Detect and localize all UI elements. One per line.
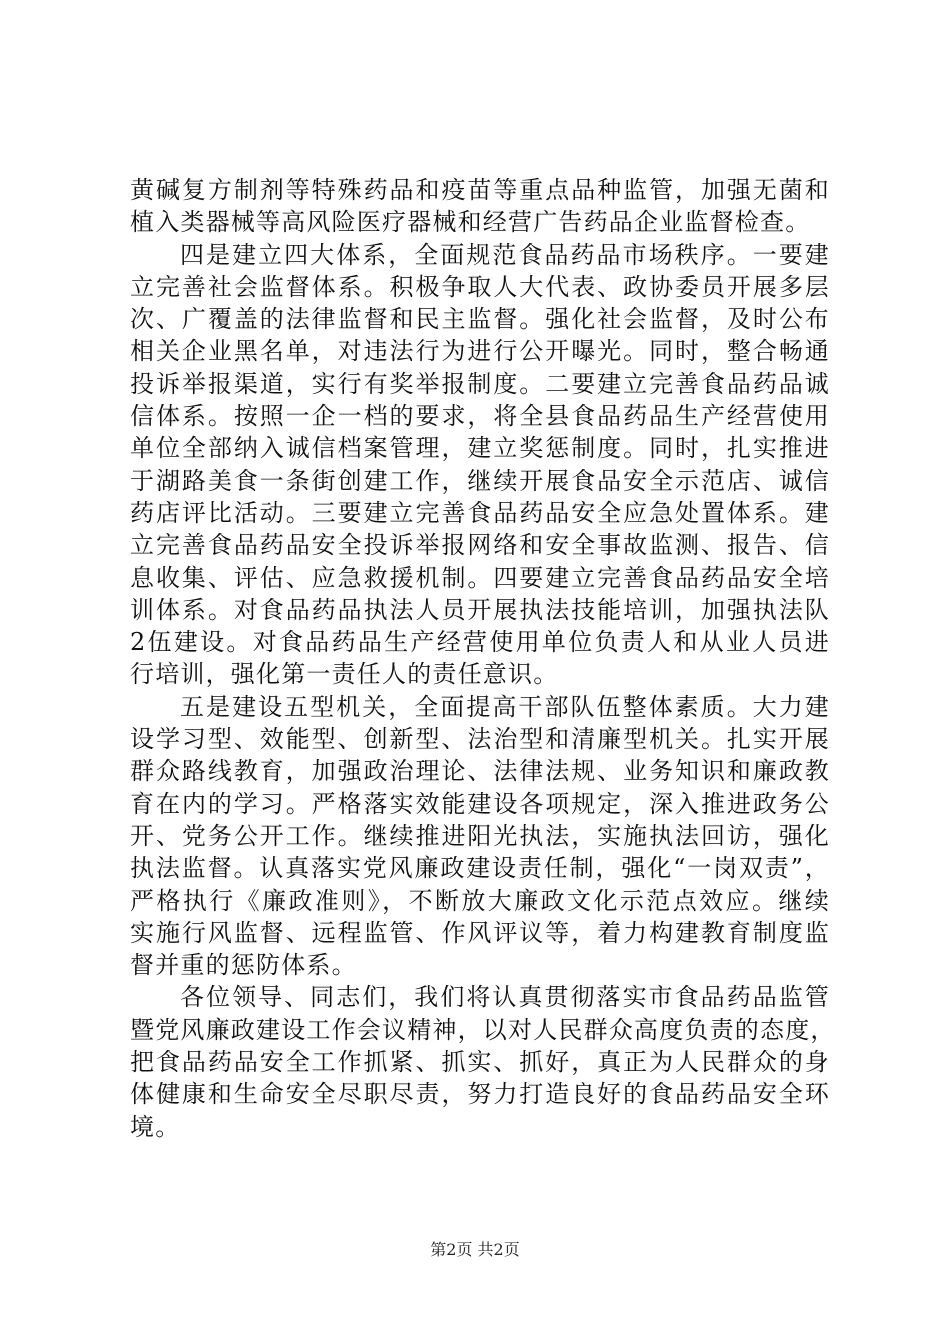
text-line: 植入类器械等高风险医疗器械和经营广告药品企业监督检查。 [130, 208, 811, 237]
text-line: 群众路线教育，加强政治理论、法律法规、业务知识和廉政教 [130, 757, 830, 786]
text-line: 2伍建设。对食品药品生产经营使用单位负责人和从业人员进 [130, 628, 830, 657]
text-line: 五是建设五型机关，全面提高干部队伍整体素质。大力建 [180, 692, 830, 721]
text-line: 信体系。按照一企一档的要求，将全县食品药品生产经营使用 [130, 402, 830, 431]
text-line: 督并重的惩防体系。 [130, 951, 357, 980]
text-line: 药店评比活动。三要建立完善食品药品安全应急处置体系。建 [130, 498, 830, 527]
text-line: 次、广覆盖的法律监督和民主监督。强化社会监督，及时公布 [130, 305, 830, 334]
text-line: 单位全部纳入诚信档案管理，建立奖惩制度。同时，扎实推进 [130, 434, 830, 463]
text-line: 息收集、评估、应急救援机制。四要建立完善食品药品安全培 [130, 563, 830, 592]
page-footer: 第2页 共2页 [430, 1240, 520, 1259]
text-line: 体健康和生命安全尽职尽责，努力打造良好的食品药品安全环 [130, 1080, 830, 1109]
text-line: 相关企业黑名单，对违法行为进行公开曝光。同时，整合畅通 [130, 337, 830, 366]
text-line: 执法监督。认真落实党风廉政建设责任制，强化“一岗双责”， [130, 854, 830, 883]
text-line: 各位领导、同志们，我们将认真贯彻落实市食品药品监管 [180, 983, 830, 1012]
text-line: 境。 [130, 1112, 181, 1141]
text-line: 实施行风监督、远程监管、作风评议等，着力构建教育制度监 [130, 918, 830, 947]
text-line: 把食品药品安全工作抓紧、抓实、抓好，真正为人民群众的身 [130, 1048, 830, 1077]
text-line: 行培训，强化第一责任人的责任意识。 [130, 660, 559, 689]
text-line: 于湖路美食一条街创建工作，继续开展食品安全示范店、诚信 [130, 466, 830, 495]
text-line: 黄碱复方制剂等特殊药品和疫苗等重点品种监管，加强无菌和 [130, 176, 830, 204]
text-line: 开、党务公开工作。继续推进阳光执法，实施执法回访，强化 [130, 821, 830, 850]
text-line: 投诉举报渠道，实行有奖举报制度。二要建立完善食品药品诚 [130, 369, 830, 398]
text-line: 严格执行《廉政准则》，不断放大廉政文化示范点效应。继续 [130, 886, 830, 915]
text-line: 暨党风廉政建设工作会议精神，以对人民群众高度负责的态度， [130, 1015, 836, 1044]
text-line: 训体系。对食品药品执法人员开展执法技能培训，加强执法队 [130, 595, 830, 624]
text-line: 立完善社会监督体系。积极争取人大代表、政协委员开展多层 [130, 272, 830, 301]
text-line: 设学习型、效能型、创新型、法治型和清廉型机关。扎实开展 [130, 725, 830, 754]
text-line: 立完善食品药品安全投诉举报网络和安全事故监测、报告、信 [130, 531, 830, 560]
document-body [130, 174, 836, 1143]
text-line: 育在内的学习。严格落实效能建设各项规定，深入推进政务公 [130, 789, 830, 818]
text-line: 四是建立四大体系，全面规范食品药品市场秩序。一要建 [180, 240, 830, 269]
